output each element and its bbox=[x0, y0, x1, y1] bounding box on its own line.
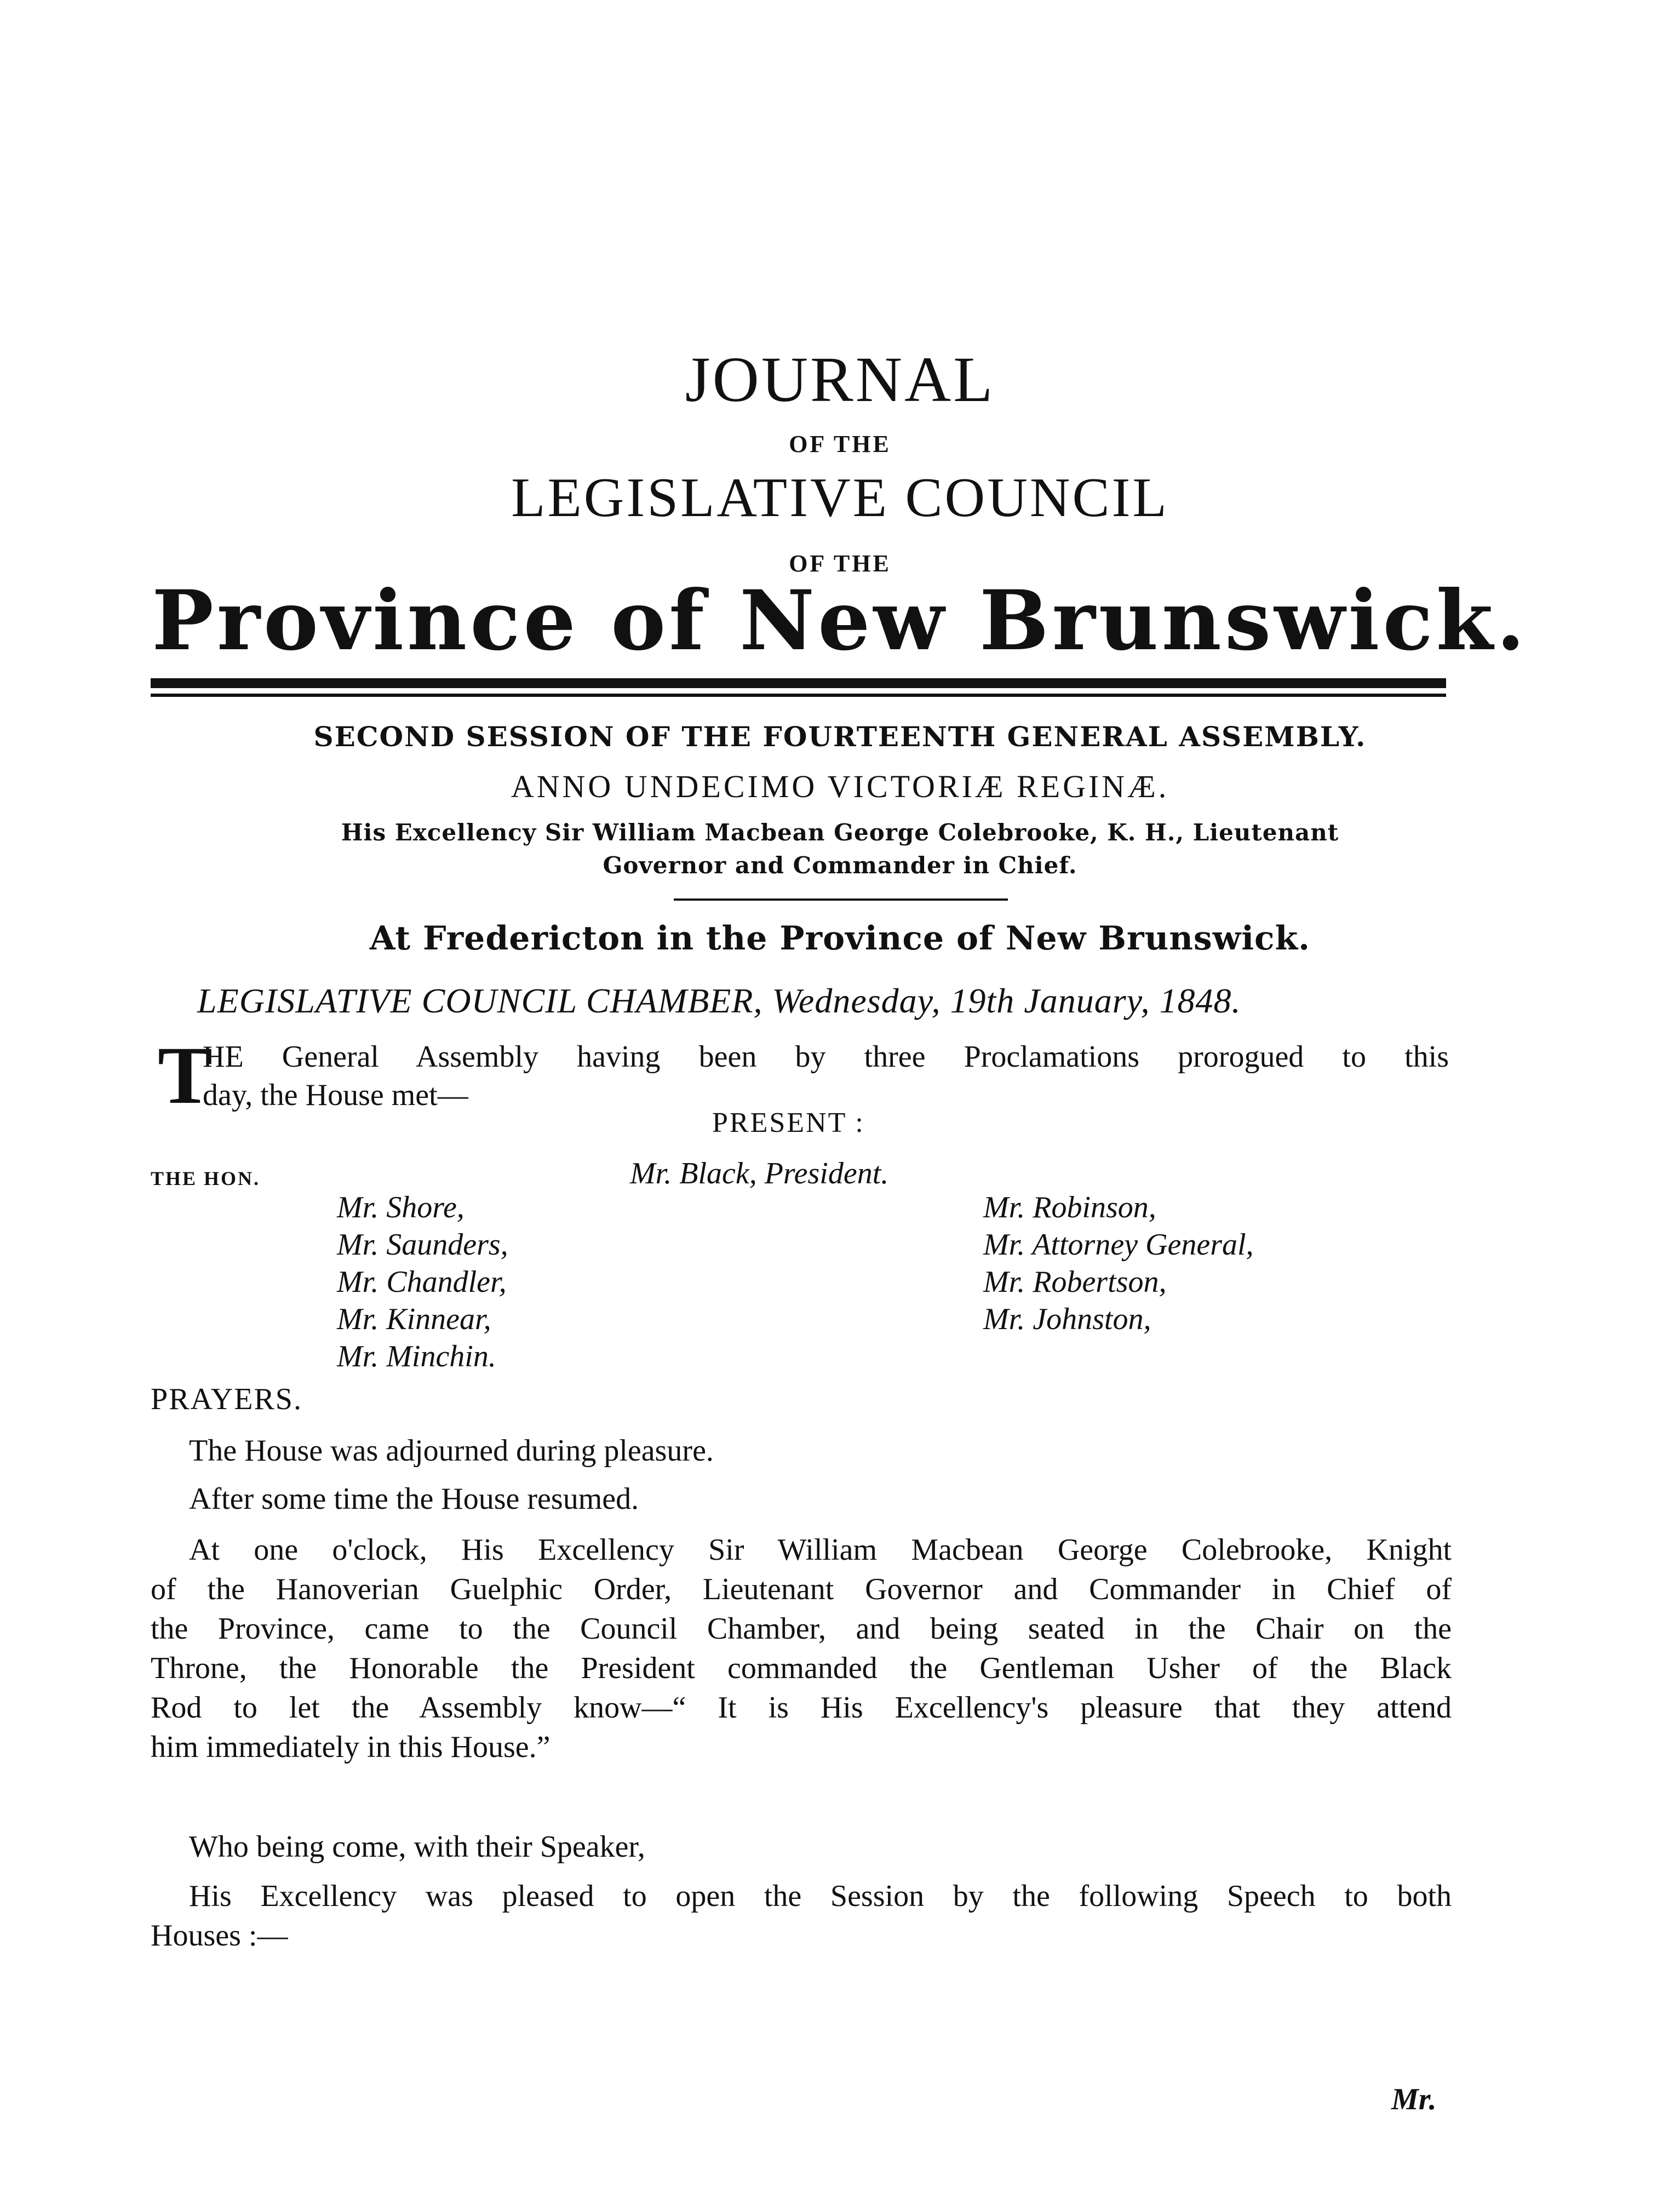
present-label: PRESENT : bbox=[712, 1107, 865, 1138]
catchword: Mr. bbox=[1391, 2082, 1437, 2116]
member-name: Mr. Kinnear, bbox=[337, 1302, 491, 1336]
members-left-column bbox=[337, 1189, 508, 1375]
place-line: At Fredericton in the Province of New Brunswick. bbox=[369, 919, 1311, 958]
the-hon-label: THE HON. bbox=[151, 1167, 261, 1189]
paragraph-line: Throne, the Honorable the President commanded the Gentleman Usher of the Black bbox=[151, 1651, 1452, 1685]
member-name: Mr. Attorney General, bbox=[983, 1228, 1254, 1262]
anno-regnal-line: ANNO UNDECIMO VICTORIÆ REGINÆ. bbox=[511, 769, 1169, 804]
drop-cap: T bbox=[158, 1030, 213, 1121]
member-name: Mr. Johnston, bbox=[983, 1302, 1151, 1336]
legislative-council-title: LEGISLATIVE COUNCIL bbox=[511, 467, 1169, 529]
paragraph-line: Rod to let the Assembly know—“ It is His Excellency's pleasure that they attend bbox=[151, 1691, 1452, 1725]
of-the-connector-1: OF THE bbox=[789, 431, 891, 457]
session-heading: SECOND SESSION OF THE FOURTEENTH GENERAL ASSEMBLY. bbox=[313, 720, 1367, 753]
member-name: Mr. Saunders, bbox=[337, 1228, 508, 1262]
speaker-paragraph: Who being come, with their Speaker, bbox=[189, 1830, 645, 1864]
prayers-heading: PRAYERS. bbox=[151, 1382, 302, 1416]
opening-line-2: day, the House met— bbox=[203, 1078, 468, 1112]
member-name: Mr. Chandler, bbox=[337, 1265, 507, 1299]
adjourned-paragraph: The House was adjourned during pleasure. bbox=[189, 1434, 714, 1468]
member-name: Mr. Robinson, bbox=[983, 1190, 1156, 1224]
members-right-column bbox=[983, 1189, 1254, 1338]
of-the-connector-2: OF THE bbox=[789, 550, 891, 577]
president-name: Mr. Black, President. bbox=[630, 1157, 889, 1190]
governor-arrival-paragraph bbox=[151, 1530, 1452, 1767]
paragraph-line: the Province, came to the Council Chamber, and being seated in the Chair on the bbox=[151, 1612, 1452, 1646]
province-title: Province of New Brunswick. bbox=[152, 573, 1528, 669]
opening-line-1: HE General Assembly having been by three Proclamations prorogued to this bbox=[203, 1040, 1449, 1074]
governor-line-2: Governor and Commander in Chief. bbox=[603, 852, 1077, 879]
thin-rule bbox=[151, 694, 1446, 697]
member-name: Mr. Minchin. bbox=[337, 1340, 496, 1373]
paragraph-line: him immediately in this House.” bbox=[151, 1730, 551, 1764]
thick-rule bbox=[151, 678, 1446, 688]
journal-title: JOURNAL bbox=[685, 344, 995, 415]
paragraph-line: of the Hanoverian Guelphic Order, Lieutenant Governor and Commander in Chief of bbox=[151, 1572, 1452, 1606]
short-divider bbox=[674, 898, 1008, 901]
governor-line-1: His Excellency Sir William Macbean George Colebrooke, K. H., Lieutenant bbox=[341, 819, 1339, 846]
chamber-date-line: LEGISLATIVE COUNCIL CHAMBER, Wednesday, 19th January, 1848. bbox=[197, 981, 1241, 1020]
member-name: Mr. Robertson, bbox=[983, 1265, 1167, 1299]
resumed-paragraph: After some time the House resumed. bbox=[189, 1482, 639, 1516]
member-name: Mr. Shore, bbox=[337, 1190, 465, 1224]
speech-line-2: Houses :— bbox=[151, 1919, 288, 1953]
paragraph-line: At one o'clock, His Excellency Sir William Macbean George Colebrooke, Knight bbox=[189, 1533, 1452, 1567]
speech-line-1: His Excellency was pleased to open the Session by the following Speech to both bbox=[189, 1879, 1452, 1913]
